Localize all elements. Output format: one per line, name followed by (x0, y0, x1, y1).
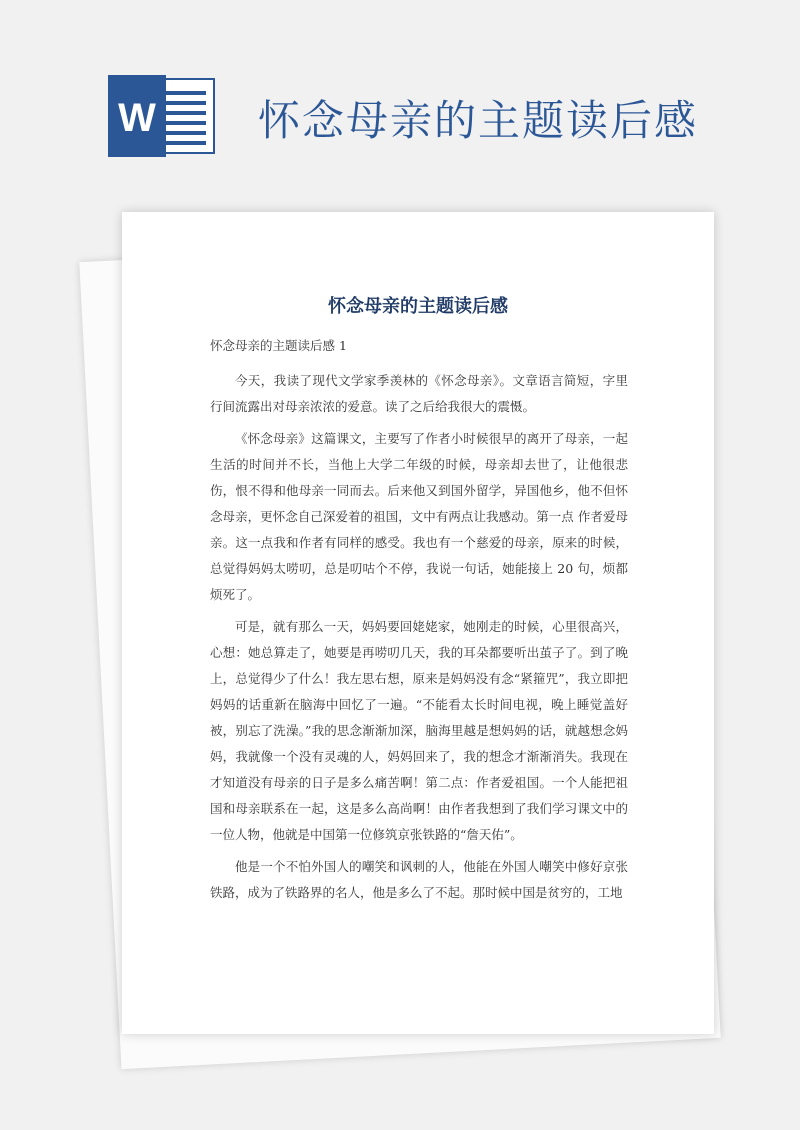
paragraph: 他是一个不怕外国人的嘲笑和讽刺的人，他能在外国人嘲笑中修好京张铁路，成为了铁路界的名人，他是多么了不起。那时候中国是贫穷的，工地 (210, 859, 628, 900)
banner-title: 怀念母亲的主题读后感 (258, 96, 699, 145)
document-subtitle: 怀念母亲的主题读后感 1 (210, 338, 347, 353)
document-title: 怀念母亲的主题读后感 (328, 296, 508, 317)
banner (0, 0, 800, 200)
word-document-icon (108, 75, 218, 157)
paragraph: 《怀念母亲》这篇课文，主要写了作者小时候很早的离开了母亲，一起生活的时间并不长，当他上大学二年级的时候，母亲却去世了，让他很悲伤，恨不得和他母亲一同而去。后来他又到国外留学，异国他乡，他不但怀念母亲，更怀念自己深爱着的祖国，文中有两点让我感动。第一点 作者爱母亲。这一点我和作者有同样的感受。我也有一个慈爱的母亲，原来的时候，总觉得妈妈太唠叨，总是叨咕个不停，我说一句话，她能接上 20 句，烦都烦死了。 (210, 431, 628, 602)
document-body (210, 368, 628, 912)
document-page (122, 212, 714, 1034)
paragraph: 今天，我读了现代文学家季羡林的《怀念母亲》。文章语言简短，字里行间流露出对母亲浓浓的爱意。读了之后给我很大的震慑。 (210, 373, 628, 414)
paragraph: 可是，就有那么一天，妈妈要回姥姥家，她刚走的时候，心里很高兴，心想：她总算走了，她要是再唠叨几天，我的耳朵都要听出茧子了。到了晚上，总觉得少了什么！我左思右想，原来是妈妈没有念“紧箍咒”，我立即把妈妈的话重新在脑海中回忆了一遍。“不能看太长时间电视，晚上睡觉盖好被，别忘了洗澡。”我的思念渐渐加深，脑海里越是想妈妈的话，就越想念妈妈，我就像一个没有灵魂的人，妈妈回来了，我的想念才渐渐消失。我现在才知道没有母亲的日子是多么痛苦啊！第二点：作者爱祖国。一个人能把祖国和母亲联系在一起，这是多么高尚啊！由作者我想到了我们学习课文中的一位人物，他就是中国第一位修筑京张铁路的“詹天佑”。 (210, 619, 628, 842)
logo-letter: W (118, 96, 156, 140)
